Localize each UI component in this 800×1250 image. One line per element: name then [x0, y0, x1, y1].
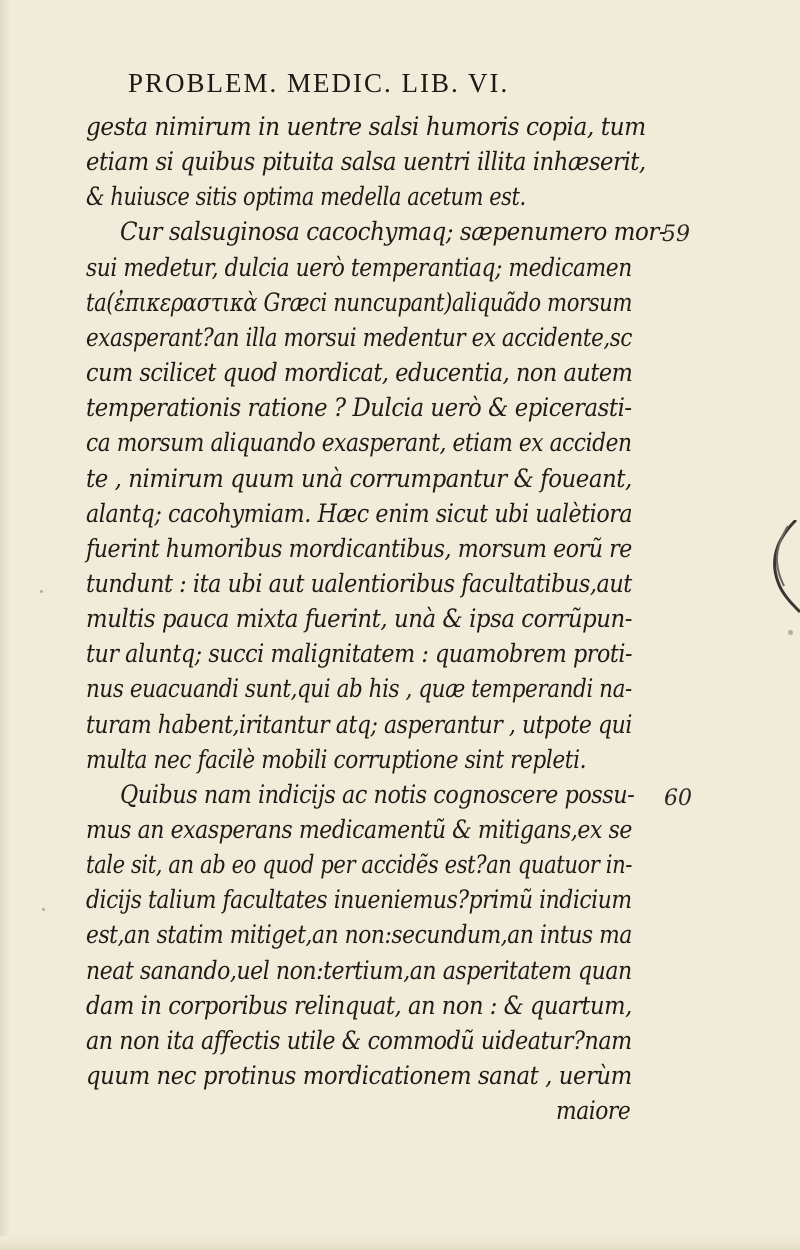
- text-line: multis pauca mixta fuerint, unà & ipsa corrũpun-: [86, 604, 632, 634]
- text-line: multa nec facilè mobili corruptione sint repleti.: [86, 744, 587, 774]
- text-line: Quibus nam indicijs ac notis cognoscere possu-: [120, 779, 635, 809]
- text-line: tale sit, an ab eo quod per accidẽs est?an quatuor in-: [86, 850, 633, 880]
- text-line: est,an statim mitiget,an non:secundum,an intus ma: [86, 920, 632, 950]
- text-line: alantq; cacohymiam. Hæc enim sicut ubi ualètiora: [86, 498, 633, 528]
- running-header: PROBLEM. MEDIC. LIB. VI.: [128, 68, 510, 98]
- text-line: tur aluntq; succi malignitatem : quamobrem proti-: [86, 639, 633, 669]
- text-line: te , nimirum quum unà corrumpantur & foueant,: [86, 463, 632, 493]
- page-speck: [40, 590, 43, 593]
- text-line: etiam si quibus pituita salsa uentri illita inhæserit,: [86, 147, 646, 177]
- page-speck: [42, 908, 45, 911]
- page-left-edge-shadow: [0, 0, 10, 1250]
- text-line: cum scilicet quod mordicat, educentia, non autem: [86, 358, 633, 388]
- text-line: dam in corporibus relinquat, an non : & quartum,: [86, 990, 632, 1020]
- text-line: exasperant?an illa morsui medentur ex accidente,sc: [86, 322, 632, 352]
- margin-folio-number-59: 59: [662, 222, 690, 247]
- text-line: mus an exasperans medicamentũ & mitigans,ex se: [86, 815, 632, 844]
- text-line: Cur salsuginosa cacochymaq; sæpenumero mor-: [120, 217, 667, 247]
- binding-clip-icon: [766, 520, 800, 620]
- page-bottom-edge-shadow: [0, 1236, 800, 1250]
- text-line: gesta nimirum in uentre salsi humoris copia, tum: [86, 112, 646, 141]
- text-line: neat sanando,uel non:tertium,an asperitatem quan: [86, 955, 632, 985]
- text-line: ca morsum aliquando exasperant, etiam ex acciden: [86, 428, 632, 458]
- margin-folio-number-60: 60: [664, 786, 692, 811]
- page-speck: [788, 630, 793, 635]
- text-line: ta(ἐπικεραστικὰ Græci nuncupant)aliquãdo morsum: [86, 287, 632, 317]
- text-line: fuerint humoribus mordicantibus, morsum eorũ re: [86, 533, 632, 563]
- text-line: turam habent,iritantur atq; asperantur , utpote qui: [86, 709, 632, 739]
- text-line: temperationis ratione ? Dulcia uerò & epicerasti-: [86, 393, 632, 423]
- text-line: sui medetur, dulcia uerò temperantiaq; medicamen: [86, 252, 632, 282]
- text-line: quum nec protinus mordicationem sanat , uerùm: [86, 1061, 632, 1091]
- text-line: nus euacuandi sunt,qui ab his , quæ temperandi na-: [86, 674, 632, 704]
- text-line: tundunt : ita ubi aut ualentioribus facultatibus,aut: [86, 568, 632, 598]
- text-line: an non ita affectis utile & commodũ uideatur?nam: [86, 1025, 632, 1055]
- text-line: dicijs talium facultates inueniemus?primũ indicium: [86, 885, 632, 915]
- text-line: maiore: [556, 1096, 631, 1126]
- text-line: & huiusce sitis optima medella acetum est.: [86, 182, 526, 212]
